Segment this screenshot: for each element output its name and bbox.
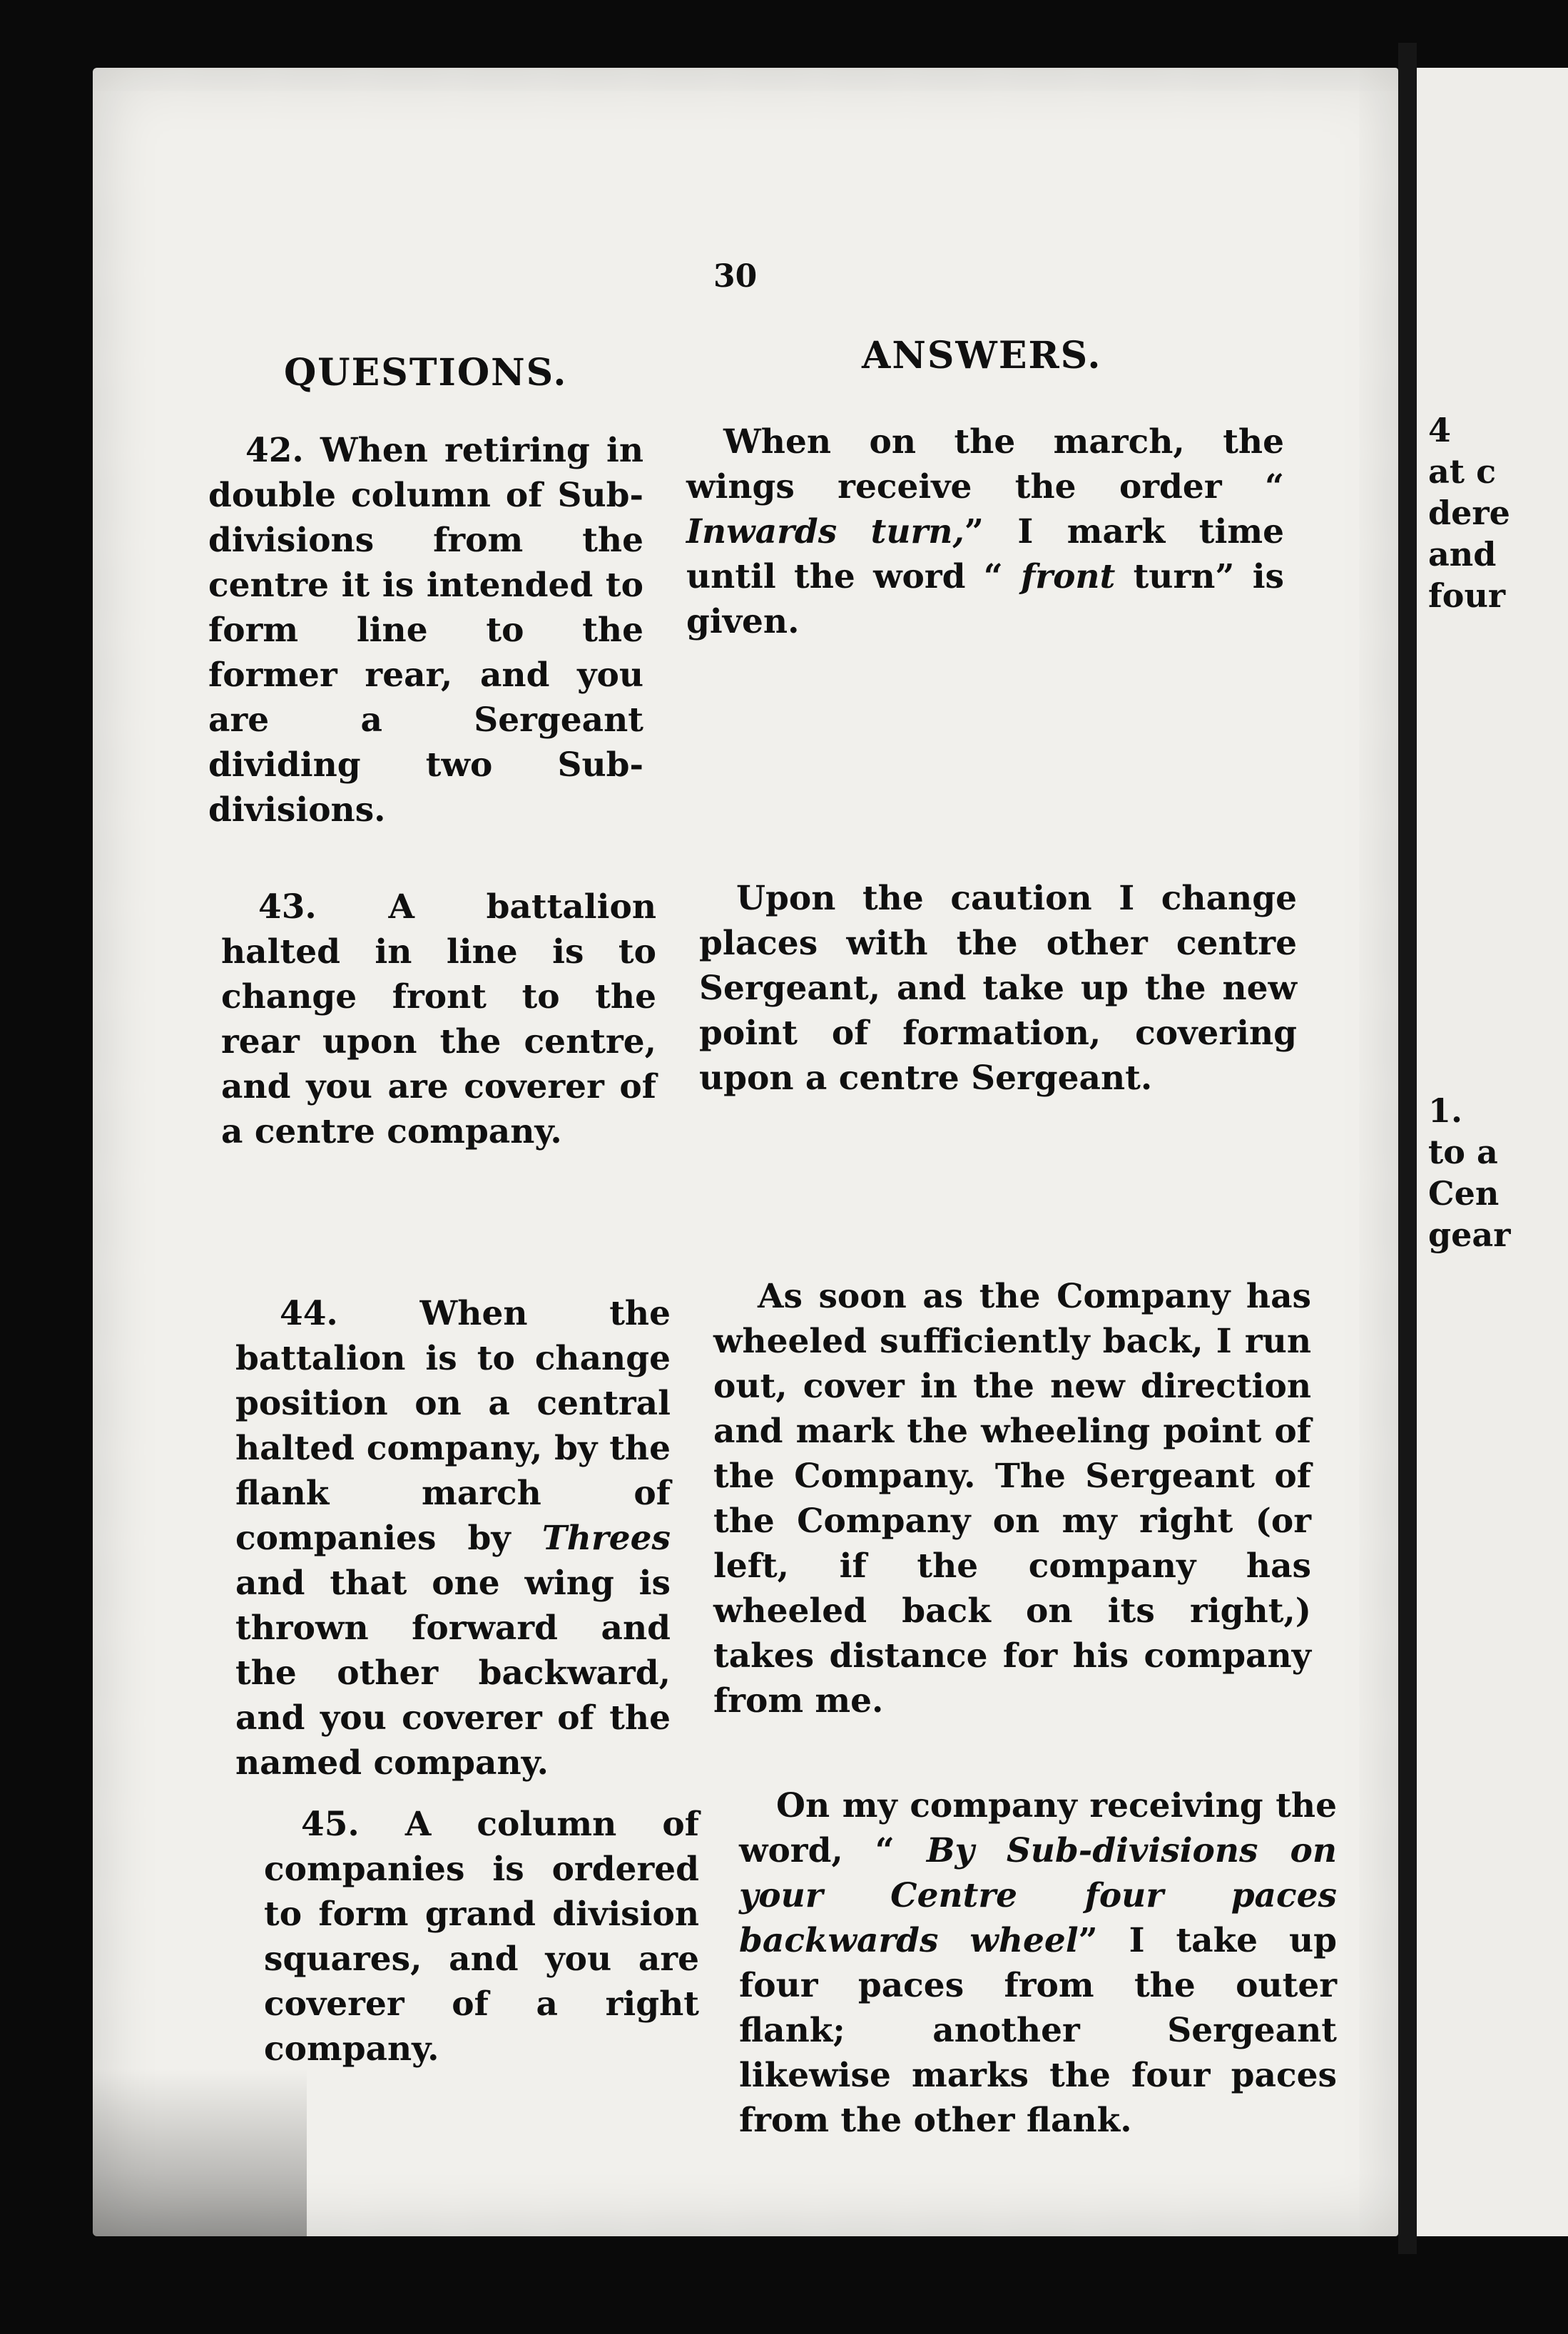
facing-page-fragment: four [1428,576,1506,615]
facing-page-fragment: Cen [1428,1174,1500,1213]
facing-page-fragment: at c [1428,452,1497,491]
question-number: 43. [258,887,317,927]
answer-text: ” I take up four paces from the outer flank; another Sergeant likewise marks the four paces from the other flank. [739,1921,1337,2140]
question-text: and that one wing is thrown forward and the other backward, and you coverer of the named company. [235,1564,671,1783]
answer-text: Upon the caution I change places with the other centre Sergeant, and take up the new point of formation, covering upon a centre Sergeant. [699,879,1297,1098]
question-text: A battalion halted in line is to change front to the rear upon the centre, and you are coverer of a centre company. [221,887,656,1151]
answer-43 [699,876,1297,1101]
answer-42 [686,419,1284,644]
facing-page-fragment: and [1428,535,1497,574]
answer-text: ” I mark time until the word “ [686,512,1284,596]
answer-text-italic: Inwards turn, [686,512,964,551]
facing-page-fragment: 4 [1428,411,1452,449]
answer-44 [713,1274,1311,1723]
question-text: When the battalion is to change position on a central halted company, by the flank march of companies by [235,1294,671,1558]
answer-text: turn” is given. [686,557,1285,641]
question-43 [221,885,656,1154]
facing-page-fragment: dere [1428,494,1510,532]
facing-page [1417,68,1568,2236]
question-text: A column of companies is ordered to form grand division squares, and you are coverer of a right company. [264,1805,699,2069]
question-text: When retiring in double column of Sub-divisions from the centre it is intended to form line to the former rear, and you are a Sergeant dividing two Sub-divisions. [208,431,643,830]
page-number: 30 [713,258,758,295]
answer-text-italic: front [1021,557,1116,596]
answer-text: When on the march, the wings receive the order “ [686,422,1284,506]
question-44 [235,1291,671,1785]
question-42 [208,428,643,832]
question-45 [264,1802,699,2071]
questions-heading: QUESTIONS. [284,351,568,394]
facing-page-fragment: to a [1428,1133,1498,1171]
facing-page-fragment: 1. [1428,1091,1463,1130]
book-gutter [1398,43,1417,2254]
answer-45 [739,1783,1337,2143]
facing-page-fragment: gear [1428,1216,1511,1254]
answer-text-italic: By Sub-divisions on your Centre four paces backwards wheel [739,1831,1337,1960]
answer-text: As soon as the Company has wheeled sufficiently back, I run out, cover in the new direction and mark the wheeling point of the Company. The Sergeant of the Company on my right (or left, if the company has wheeled back on its right,) takes distance for his company from me. [713,1277,1311,1721]
answers-heading: ANSWERS. [862,334,1102,377]
question-number: 44. [280,1294,338,1333]
question-text-italic: Threes [541,1519,671,1558]
question-number: 42. [245,431,304,470]
page-corner-shadow [93,2069,307,2236]
question-number: 45. [301,1805,360,1844]
answer-text: On my company receiving the word, “ [739,1786,1337,1870]
